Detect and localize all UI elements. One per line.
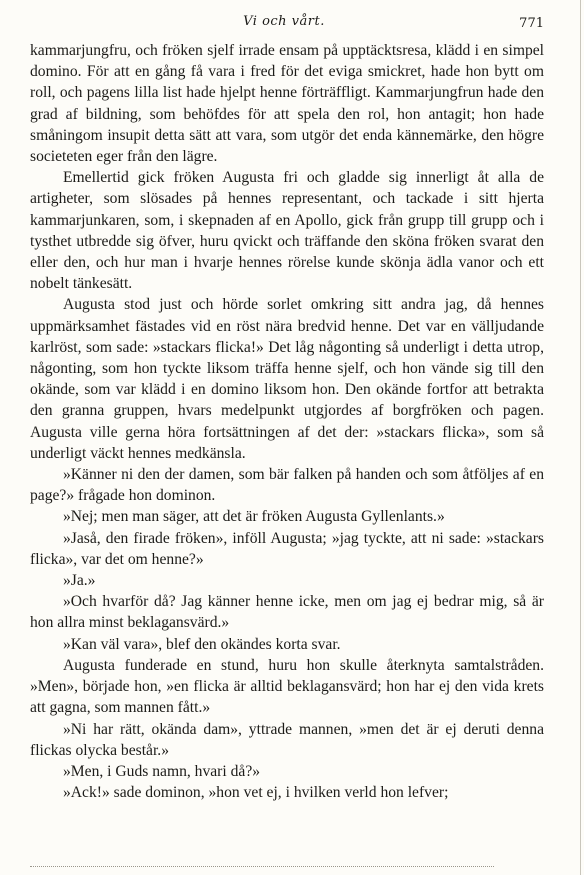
- paragraph-10: Augusta funderade en stund, huru hon skulle återknyta samtalstråden. »Men», började hon, »en flicka är alltid beklagansvärd; hon har ej den vida krets att gagna, som mannen fått.»: [30, 656, 544, 717]
- paragraph-9: »Kan väl vara», blef den okändes korta svar.: [63, 635, 341, 653]
- paragraph-2: Emellertid gick fröken Augusta fri och gladde sig innerligt åt alla de artigheter, som slösades på hennes representant, och tackade i sitt hjerta kammarjunkaren, som, i skepnaden af en Apollo, gick från grupp till grupp och i tysthet utbredde sig öfver, huru qvickt och träffande den sköna fröken svarat den eller den, och hur man i hvarje hennes rörelse kunde skönja ädla vanor och ett nobelt tänkesätt.: [30, 169, 544, 293]
- page-edge-shadow: [580, 0, 581, 875]
- running-title: Vi och vårt.: [243, 14, 325, 29]
- page-header: [24, 14, 544, 34]
- bottom-dotted-rule: [30, 866, 494, 868]
- paragraph-12: »Men, i Guds namn, hvari då?»: [63, 762, 261, 780]
- page-body: [30, 40, 544, 803]
- paragraph-7: »Ja.»: [63, 572, 96, 590]
- paragraph-4: »Känner ni den der damen, som bär falken på handen och som åtföljes af en page?» frågade hon dominon.: [30, 466, 544, 505]
- paragraph-11: »Ni har rätt, okända dam», yttrade mannen, »men det är ej deruti denna flickas olycka består.»: [30, 720, 544, 759]
- paragraph-1: kammarjungfru, och fröken sjelf irrade ensam på upptäcktsresa, klädd i en simpel domino. För att en gång få vara i fred för det eviga smickret, hade hon bytt om roll, och pagens lilla list hade hjelpt henne förträffligt. Kammarjungfrun hade den grad af bildning, som behöfdes för att spela den rol, hon antagit; hon hade småningom insupit detta sätt att vara, som utgör det enda kännemärke, den högre societeten eger från den lägre.: [30, 42, 544, 166]
- paragraph-6: »Jaså, den firade fröken», inföll Augusta; »jag tyckte, att ni sade: »stackars flicka», var det om henne?»: [30, 529, 544, 568]
- paragraph-13: »Ack!» sade dominon, »hon vet ej, i hvilken verld hon lefver;: [63, 784, 449, 802]
- paragraph-3: Augusta stod just och hörde sorlet omkring sitt andra jag, då hennes uppmärksamhet fästades vid en röst nära bredvid henne. Det var en välljudande karlröst, som sade: »stackars flicka!» Det låg någonting så underligt i detta utrop, någonting, som hon tyckte liksom träffa henne sjelf, och hon vände sig till den okände, som var klädd i en domino liksom hon. Den okände fortfor att betrakta den granna gruppen, hvars medelpunkt utgjordes af borgfröken och pagen. Augusta ville gerna höra fortsättningen af det der: »stackars flicka», som så underligt väckt hennes medkänsla.: [30, 296, 544, 462]
- paragraph-5: »Nej; men man säger, att det är fröken Augusta Gyllenlants.»: [63, 508, 445, 526]
- paragraph-8: »Och hvarför då? Jag känner henne icke, men om jag ej bedrar mig, så är hon allra minst beklagansvärd.»: [30, 593, 544, 632]
- page-number: 771: [519, 16, 544, 31]
